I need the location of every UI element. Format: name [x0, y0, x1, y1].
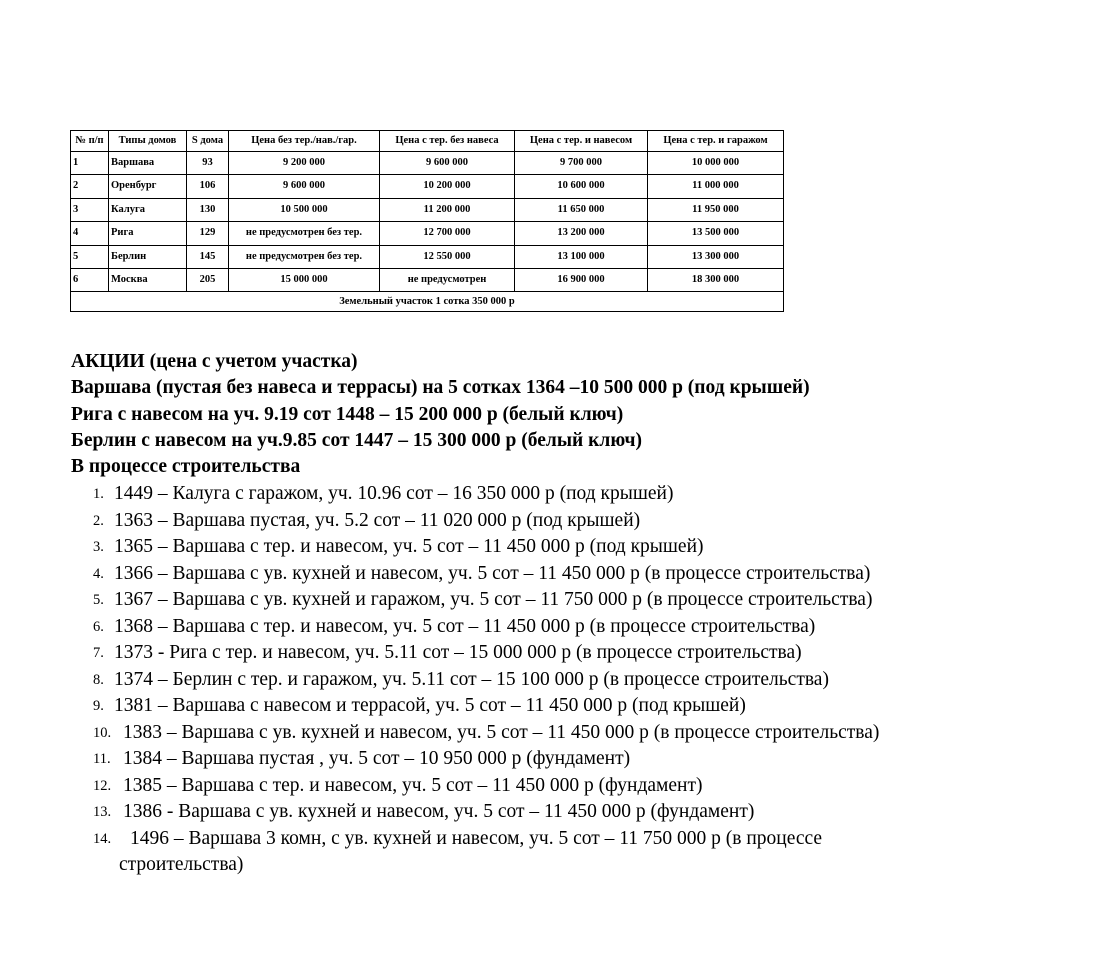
list-item-text: 1385 – Варшава с тер. и навесом, уч. 5 сот – 11 450 000 р (фундамент) [123, 774, 703, 796]
list-item [71, 720, 1056, 747]
list-item-text: 1368 – Варшава с тер. и навесом, уч. 5 сот – 11 450 000 р (в процессе строительства) [114, 615, 816, 637]
table-cell: не предусмотрен без тер. [229, 222, 380, 245]
table-cell: 9 700 000 [515, 152, 648, 175]
construction-list [71, 481, 1056, 879]
table-footer-row [71, 292, 784, 312]
table-cell: 106 [187, 175, 229, 198]
list-item-number: 11. [93, 751, 111, 767]
table-cell: 3 [71, 198, 109, 221]
table-cell: 130 [187, 198, 229, 221]
table-cell: 12 700 000 [380, 222, 515, 245]
table-row [71, 198, 784, 221]
table-cell: 11 650 000 [515, 198, 648, 221]
table-cell: 11 200 000 [380, 198, 515, 221]
list-item-text: 1386 - Варшава с ув. кухней и навесом, уч. 5 сот – 11 450 000 р (фундамент) [123, 801, 755, 822]
list-item-text: 1496 – Варшава 3 комн, с ув. кухней и навесом, уч. 5 сот – 11 750 000 р (в процессе [130, 827, 823, 849]
table-cell: 10 600 000 [515, 175, 648, 198]
promotion-item: Берлин с навесом на уч.9.85 сот 1447 – 15 300 000 р (белый ключ) [71, 429, 642, 451]
table-cell: 18 300 000 [648, 268, 784, 291]
table-cell: 4 [71, 222, 109, 245]
column-header-area: S дома [187, 131, 229, 152]
list-item-text: 1383 – Варшава с ув. кухней и навесом, уч. 5 сот – 11 450 000 р (в процессе строительства) [123, 721, 880, 743]
list-item [71, 481, 1056, 508]
table-cell: Рига [109, 222, 187, 245]
list-item [71, 561, 1056, 588]
table-row [71, 175, 784, 198]
list-item-text: 1449 – Калуга с гаражом, уч. 10.96 сот – 16 350 000 р (под крышей) [114, 483, 674, 504]
table-cell: 11 000 000 [648, 175, 784, 198]
list-item-number: 7. [93, 645, 104, 661]
list-item-number: 8. [93, 671, 104, 688]
list-item-number: 12. [93, 777, 112, 794]
table-cell: 13 100 000 [515, 245, 648, 268]
table-cell: 11 950 000 [648, 198, 784, 221]
list-item-number: 1. [93, 486, 104, 502]
list-item [71, 773, 1056, 800]
table-cell: не предусмотрен без тер. [229, 245, 380, 268]
list-item-number: 5. [93, 592, 104, 608]
list-item-number: 14. [93, 830, 112, 847]
land-price-note: Земельный участок 1 сотка 350 000 р [71, 292, 784, 312]
table-cell: 2 [71, 175, 109, 198]
column-header-price-terrace-canopy: Цена с тер. и навесом [515, 131, 648, 152]
table-cell: 6 [71, 268, 109, 291]
list-item-number: 3. [93, 539, 104, 555]
table-cell: 5 [71, 245, 109, 268]
table-cell: 1 [71, 152, 109, 175]
table-cell: 16 900 000 [515, 268, 648, 291]
table-row [71, 268, 784, 291]
table-cell: Берлин [109, 245, 187, 268]
list-item-text: 1384 – Варшава пустая , уч. 5 сот – 10 950 000 р (фундамент) [123, 748, 631, 769]
list-item-number: 10. [93, 724, 112, 741]
promotion-item: Рига с навесом на уч. 9.19 сот 1448 – 15 200 000 р (белый ключ) [71, 403, 624, 425]
promotions-section [71, 349, 810, 480]
table-row [71, 222, 784, 245]
list-item-text: 1381 – Варшава с навесом и террасой, уч. 5 сот – 11 450 000 р (под крышей) [114, 695, 746, 716]
list-item [71, 508, 1056, 535]
table-cell: 13 500 000 [648, 222, 784, 245]
list-item [71, 667, 1056, 694]
table-cell: 9 600 000 [380, 152, 515, 175]
column-header-price-no-extras: Цена без тер./нав./гар. [229, 131, 380, 152]
price-table [70, 130, 784, 312]
table-cell: 13 200 000 [515, 222, 648, 245]
table-cell: 9 600 000 [229, 175, 380, 198]
list-item [71, 587, 1056, 614]
column-header-house-type: Типы домов [109, 131, 187, 152]
table-cell: не предусмотрен [380, 268, 515, 291]
list-item-text: 1366 – Варшава с ув. кухней и навесом, уч. 5 сот – 11 450 000 р (в процессе строительства) [114, 562, 871, 584]
list-item [71, 693, 1056, 720]
table-cell: 93 [187, 152, 229, 175]
table-row [71, 245, 784, 268]
list-item-text: 1363 – Варшава пустая, уч. 5.2 сот – 11 020 000 р (под крышей) [114, 509, 641, 531]
table-cell: 12 550 000 [380, 245, 515, 268]
list-item [71, 746, 1056, 773]
list-item [71, 614, 1056, 641]
table-cell: Калуга [109, 198, 187, 221]
list-item [71, 799, 1056, 826]
promotion-item: Варшава (пустая без навеса и террасы) на 5 сотках 1364 –10 500 000 р (под крышей) [71, 377, 810, 399]
list-item-number: 13. [93, 804, 112, 820]
list-item-number: 2. [93, 512, 104, 529]
table-cell: 145 [187, 245, 229, 268]
column-header-price-terrace-no-canopy: Цена с тер. без навеса [380, 131, 515, 152]
table-cell: 13 300 000 [648, 245, 784, 268]
table-header-row [71, 131, 784, 152]
table-cell: 205 [187, 268, 229, 291]
table-cell: 9 200 000 [229, 152, 380, 175]
list-item-number: 6. [93, 618, 104, 635]
table-cell: Варшава [109, 152, 187, 175]
column-header-number: № п/п [71, 131, 109, 152]
list-item-number: 4. [93, 565, 104, 582]
list-item-text-continued: строительства) [119, 854, 244, 875]
table-cell: Оренбург [109, 175, 187, 198]
list-item-text: 1365 – Варшава с тер. и навесом, уч. 5 сот – 11 450 000 р (под крышей) [114, 536, 704, 557]
column-header-price-terrace-garage: Цена с тер. и гаражом [648, 131, 784, 152]
construction-heading: В процессе строительства [71, 456, 301, 478]
table-cell: 129 [187, 222, 229, 245]
list-item [71, 534, 1056, 561]
list-item-number: 9. [93, 698, 104, 714]
table-cell: 10 500 000 [229, 198, 380, 221]
promotions-heading: АКЦИИ (цена с учетом участка) [71, 351, 358, 372]
table-cell: 15 000 000 [229, 268, 380, 291]
list-item-text: 1374 – Берлин с тер. и гаражом, уч. 5.11 сот – 15 100 000 р (в процессе строительства) [114, 668, 829, 690]
table-cell: 10 000 000 [648, 152, 784, 175]
list-item-text: 1373 - Рига с тер. и навесом, уч. 5.11 сот – 15 000 000 р (в процессе строительства) [114, 642, 802, 663]
list-item [71, 826, 1056, 879]
table-row [71, 152, 784, 175]
table-cell: 10 200 000 [380, 175, 515, 198]
list-item-text: 1367 – Варшава с ув. кухней и гаражом, уч. 5 сот – 11 750 000 р (в процессе строительства) [114, 589, 873, 610]
table-cell: Москва [109, 268, 187, 291]
list-item [71, 640, 1056, 667]
